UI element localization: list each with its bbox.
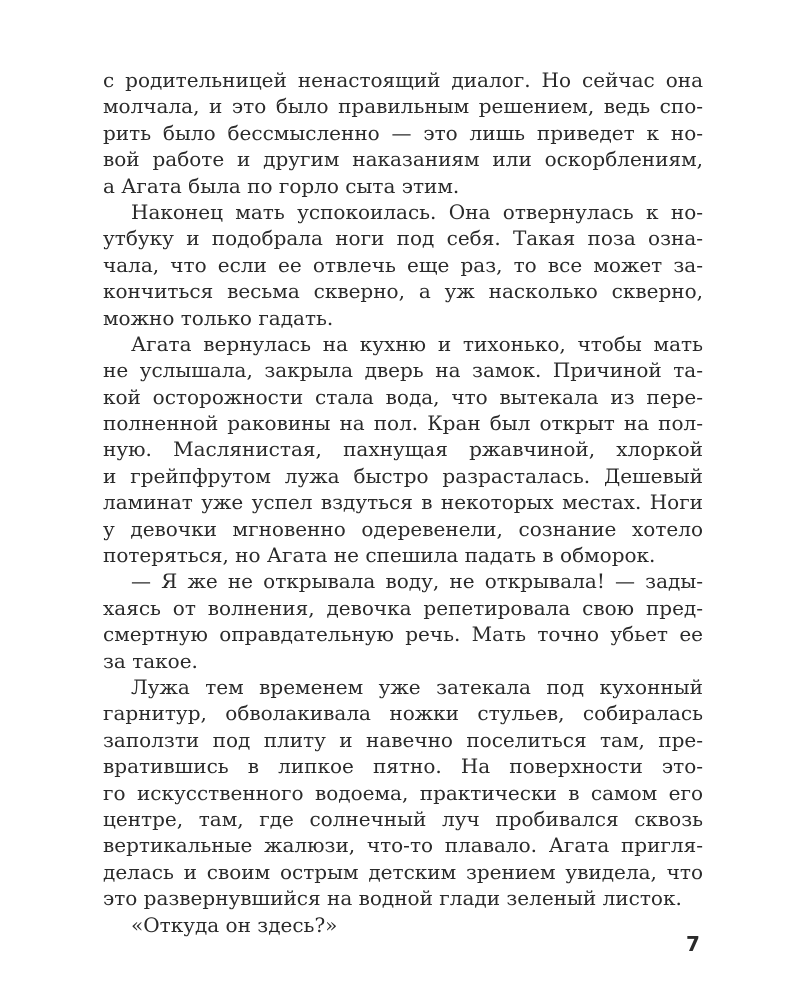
text-line: можно только гадать. [103, 305, 334, 330]
text-line: вой работе и другим наказаниям или оскорблениям, [103, 147, 703, 172]
text-line: го искусственного водоема, практически в самом его [103, 780, 703, 805]
text-line: «Откуда он здесь?» [131, 912, 338, 937]
text-line: рить было бессмысленно — это лишь приведет к но- [103, 120, 703, 145]
text-line: и грейпфрутом лужа быстро разрасталась. Дешевый [103, 463, 703, 488]
text-line: делась и своим острым детским зрением увидела, что [103, 859, 703, 884]
text-line: Лужа тем временем уже затекала под кухонный [131, 674, 703, 699]
text-line: полненной раковины на пол. Кран был открыт на пол- [103, 411, 703, 436]
page-number: 7 [686, 932, 700, 956]
text-line: — Я же не открывала воду, не открывала! — зады- [131, 569, 703, 594]
text-line: хаясь от волнения, девочка репетировала свою пред- [103, 595, 703, 620]
text-line: не услышала, закрыла дверь на замок. Причиной та- [103, 358, 703, 383]
text-line: смертную оправдательную речь. Мать точно убьет ее [103, 622, 703, 647]
text-line: у девочки мгновенно одеревенели, сознание хотело [103, 516, 703, 541]
text-line: чала, что если ее отвлечь еще раз, то все может за- [103, 252, 703, 277]
text-line: молчала, и это было правильным решением, ведь спо- [103, 94, 703, 119]
text-line: а Агата была по горло сыта этим. [103, 173, 460, 198]
text-line: кончиться весьма скверно, а уж насколько скверно, [103, 279, 703, 304]
book-page-text [103, 67, 703, 938]
text-line: утбуку и подобрала ноги под себя. Такая поза озна- [103, 226, 703, 251]
text-line: гарнитур, обволакивала ножки стульев, собиралась [103, 701, 703, 726]
text-line: заползти под плиту и навечно поселиться там, пре- [103, 727, 703, 752]
text-line: это развернувшийся на водной глади зеленый листок. [103, 886, 682, 911]
text-line: ламинат уже успел вздуться в некоторых местах. Ноги [103, 490, 703, 515]
text-line: вертикальные жалюзи, что-то плавало. Агата пригля- [103, 833, 703, 858]
text-line: ную. Маслянистая, пахнущая ржавчиной, хлоркой [103, 437, 703, 462]
text-line: с родительницей ненастоящий диалог. Но сейчас она [103, 68, 703, 92]
text-line: за такое. [103, 648, 198, 673]
text-line: центре, там, где солнечный луч пробивался сквозь [103, 806, 703, 831]
text-line: Агата вернулась на кухню и тихонько, чтобы мать [131, 331, 703, 356]
text-line: кой осторожности стала вода, что вытекала из пере- [103, 384, 703, 409]
text-line: вратившись в липкое пятно. На поверхности это- [103, 754, 703, 779]
text-line: Наконец мать успокоилась. Она отвернулась к но- [131, 199, 703, 224]
text-line: потеряться, но Агата не спешила падать в обморок. [103, 543, 656, 568]
